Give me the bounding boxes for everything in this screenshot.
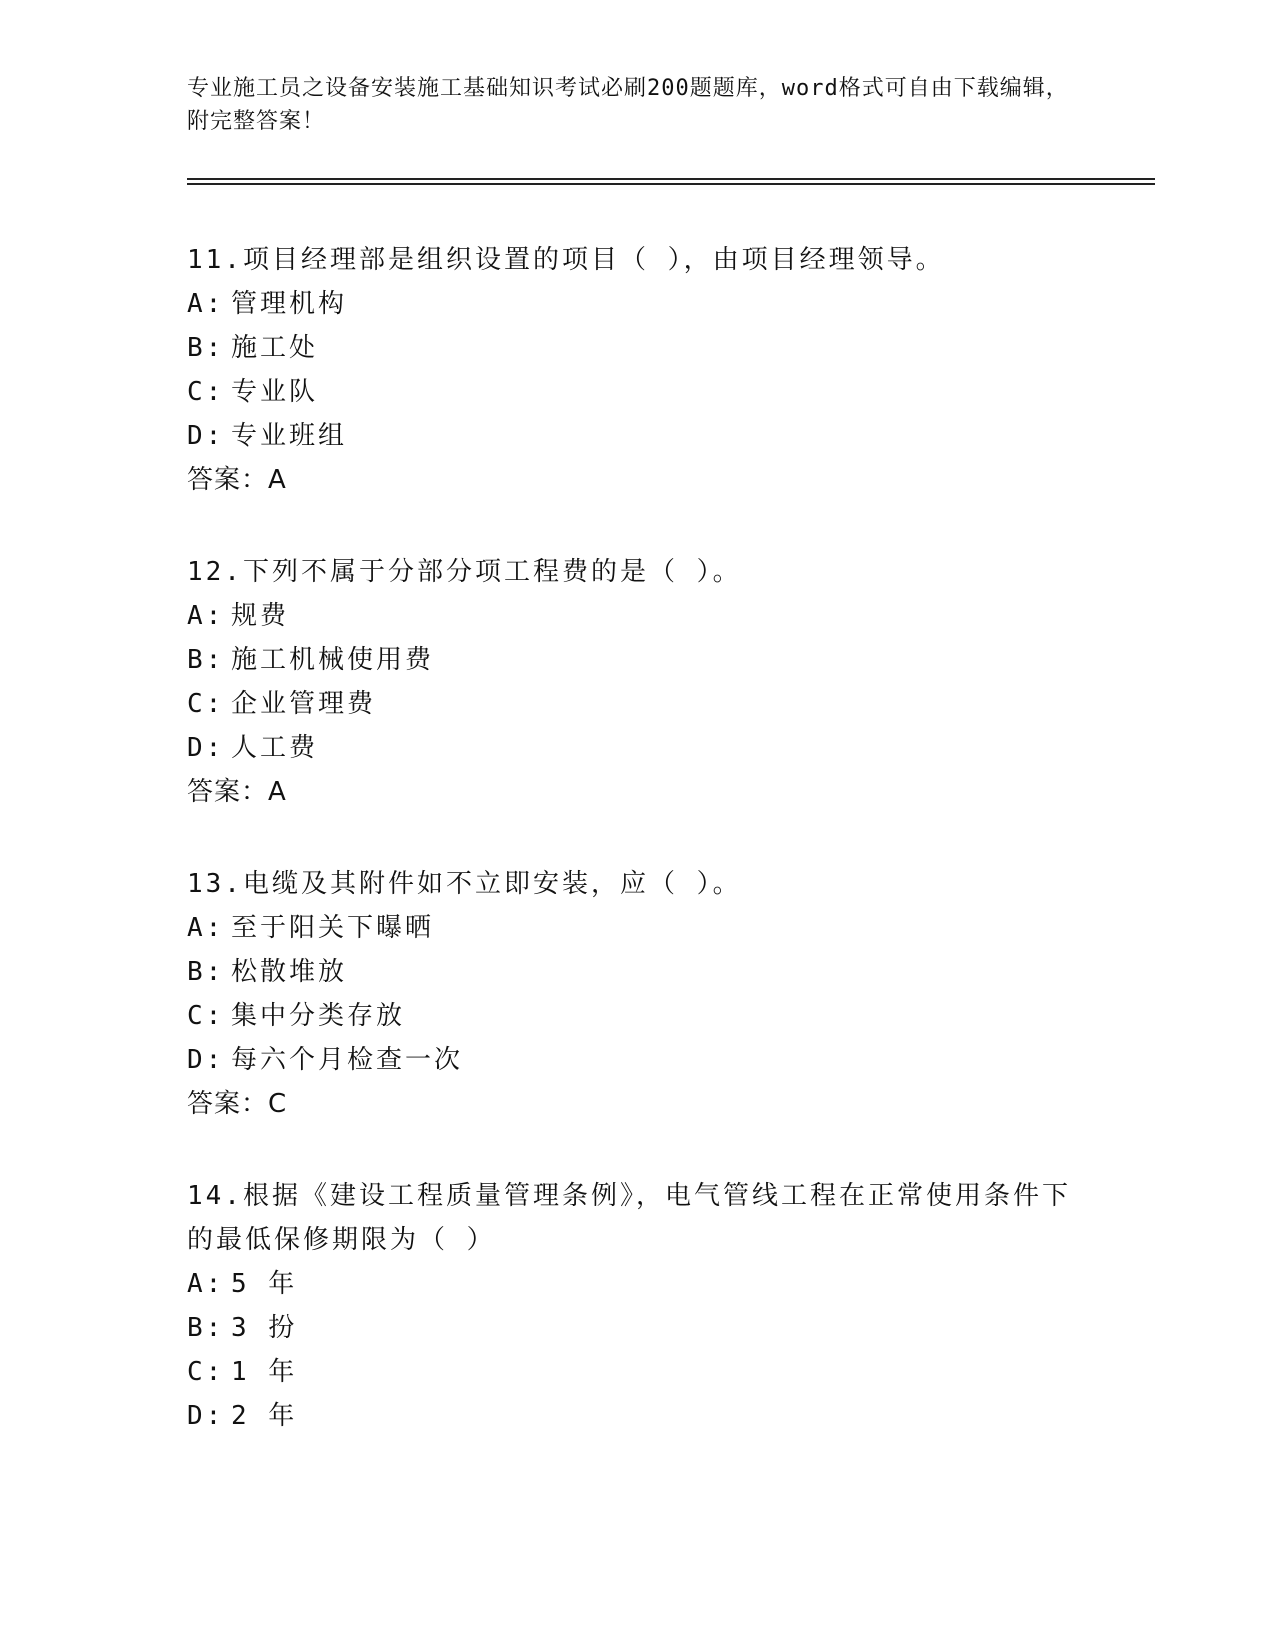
option-d	[187, 726, 1147, 770]
option-text: 5 年	[231, 1269, 298, 1299]
option-key: A:	[187, 601, 225, 631]
option-key: D:	[187, 733, 225, 763]
option-key: C:	[187, 689, 225, 719]
option-text: 1 年	[231, 1357, 298, 1387]
option-key: D:	[187, 1045, 225, 1075]
option-text: 施工处	[231, 333, 319, 363]
option-a	[187, 1262, 1147, 1306]
option-c	[187, 1350, 1147, 1394]
option-key: B:	[187, 1313, 225, 1343]
option-key: D:	[187, 1401, 225, 1431]
option-d	[187, 414, 1147, 458]
option-a	[187, 594, 1147, 638]
question-12	[187, 550, 1147, 814]
option-c	[187, 370, 1147, 414]
option-text: 施工机械使用费	[231, 645, 435, 675]
question-stem: 12.下列不属于分部分项工程费的是（ ）。	[187, 557, 742, 587]
option-text: 规费	[231, 601, 290, 631]
option-key: B:	[187, 645, 225, 675]
option-c	[187, 682, 1147, 726]
option-d	[187, 1394, 1147, 1438]
question-list	[187, 238, 1147, 1486]
option-key: A:	[187, 289, 225, 319]
option-key: C:	[187, 1357, 225, 1387]
option-text: 松散堆放	[231, 957, 348, 987]
option-b	[187, 950, 1147, 994]
question-11	[187, 238, 1147, 502]
answer-line: 答案：A	[187, 465, 287, 495]
option-a	[187, 282, 1147, 326]
option-text: 每六个月检查一次	[231, 1045, 464, 1075]
option-b	[187, 638, 1147, 682]
option-text: 集中分类存放	[231, 1001, 406, 1031]
option-b	[187, 326, 1147, 370]
header-divider-top	[187, 178, 1155, 180]
option-a	[187, 906, 1147, 950]
option-text: 2 年	[231, 1401, 298, 1431]
answer-line: 答案：C	[187, 1089, 288, 1119]
option-text: 管理机构	[231, 289, 348, 319]
option-text: 人工费	[231, 733, 319, 763]
option-b	[187, 1306, 1147, 1350]
option-key: A:	[187, 1269, 225, 1299]
option-text: 企业管理费	[231, 689, 377, 719]
option-c	[187, 994, 1147, 1038]
option-key: D:	[187, 421, 225, 451]
option-text: 至于阳关下曝晒	[231, 913, 435, 943]
option-d	[187, 1038, 1147, 1082]
question-14	[187, 1174, 1147, 1438]
question-stem: 13.电缆及其附件如不立即安装，应（ ）。	[187, 869, 742, 899]
option-text: 专业队	[231, 377, 319, 407]
option-text: 专业班组	[231, 421, 348, 451]
question-13	[187, 862, 1147, 1126]
header-divider-bottom	[187, 183, 1155, 185]
question-stem: 14.根据《建设工程质量管理条例》，电气管线工程在正常使用条件下的最低保修期限为（ ）	[187, 1181, 1071, 1255]
document-header: 专业施工员之设备安装施工基础知识考试必刷200题题库，word格式可自由下载编辑，附完整答案！	[187, 76, 1069, 134]
question-stem: 11.项目经理部是组织设置的项目（ ），由项目经理领导。	[187, 245, 945, 275]
option-key: B:	[187, 957, 225, 987]
option-key: B:	[187, 333, 225, 363]
option-key: A:	[187, 913, 225, 943]
answer-line: 答案：A	[187, 777, 287, 807]
option-key: C:	[187, 377, 225, 407]
option-key: C:	[187, 1001, 225, 1031]
option-text: 3 扮	[231, 1313, 298, 1343]
